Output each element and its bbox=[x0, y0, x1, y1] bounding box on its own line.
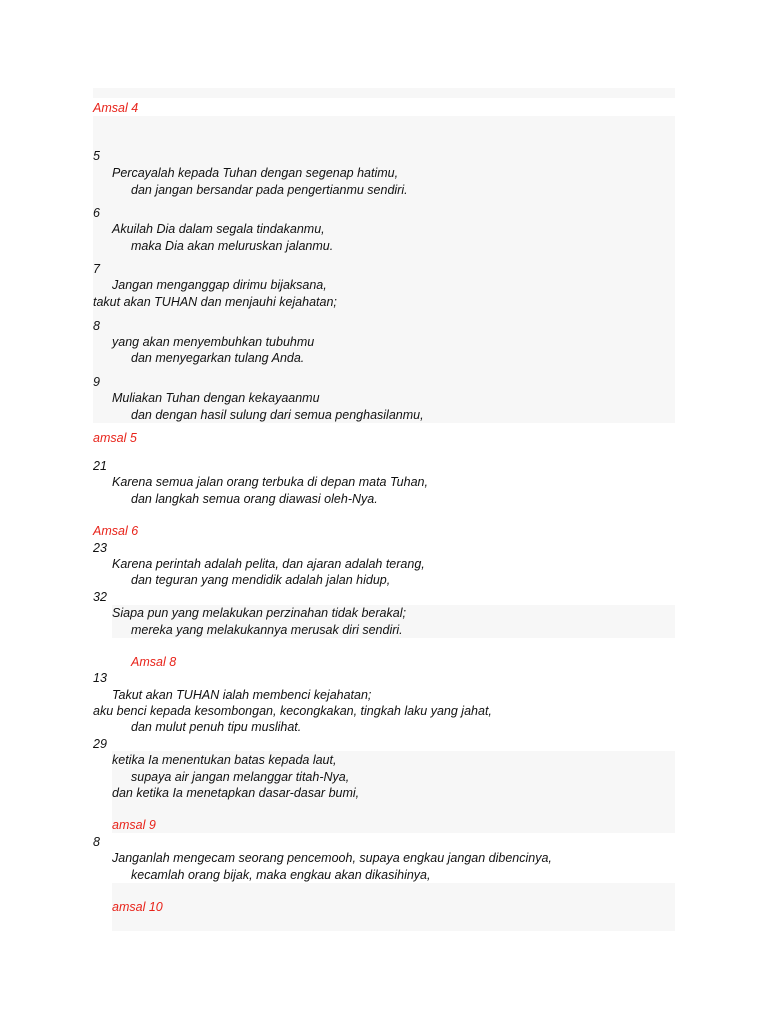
verse-line: Akuilah Dia dalam segala tindakanmu, bbox=[112, 222, 325, 236]
verse-line: dan ketika Ia menetapkan dasar-dasar bumi, bbox=[112, 786, 360, 800]
chapter-heading: Amsal 4 bbox=[93, 101, 139, 115]
shade-block bbox=[112, 883, 675, 931]
chapter-heading: amsal 10 bbox=[112, 900, 163, 914]
verse-line: Jangan menganggap dirimu bijaksana, bbox=[112, 278, 327, 292]
verse-line: supaya air jangan melanggar titah-Nya, bbox=[131, 770, 350, 784]
chapter-heading: amsal 9 bbox=[112, 818, 156, 832]
verse-number: 5 bbox=[93, 149, 100, 163]
verse-line: takut akan TUHAN dan menjauhi kejahatan; bbox=[93, 295, 337, 309]
verse-line: maka Dia akan meluruskan jalanmu. bbox=[131, 239, 334, 253]
verse-line: Muliakan Tuhan dengan kekayaanmu bbox=[112, 391, 320, 405]
verse-number: 7 bbox=[93, 262, 100, 276]
verse-line: Siapa pun yang melakukan perzinahan tidak berakal; bbox=[112, 606, 406, 620]
verse-number: 23 bbox=[93, 541, 107, 555]
verse-number: 21 bbox=[93, 459, 107, 473]
verse-line: dan langkah semua orang diawasi oleh-Nya. bbox=[131, 492, 378, 506]
verse-line: yang akan menyembuhkan tubuhmu bbox=[112, 335, 315, 349]
verse-number: 13 bbox=[93, 671, 107, 685]
verse-line: dan jangan bersandar pada pengertianmu sendiri. bbox=[131, 183, 408, 197]
chapter-heading: amsal 5 bbox=[93, 431, 137, 445]
verse-line: Janganlah mengecam seorang pencemooh, supaya engkau jangan dibencinya, bbox=[112, 851, 552, 865]
verse-line: dan mulut penuh tipu muslihat. bbox=[131, 720, 302, 734]
verse-line: Takut akan TUHAN ialah membenci kejahatan; bbox=[112, 688, 372, 702]
verse-number: 32 bbox=[93, 590, 107, 604]
verse-number: 8 bbox=[93, 319, 100, 333]
verse-number: 9 bbox=[93, 375, 100, 389]
verse-line: Karena perintah adalah pelita, dan ajaran adalah terang, bbox=[112, 557, 425, 571]
verse-line: mereka yang melakukannya merusak diri sendiri. bbox=[131, 623, 403, 637]
verse-line: dan teguran yang mendidik adalah jalan hidup, bbox=[131, 573, 391, 587]
verse-line: dan menyegarkan tulang Anda. bbox=[131, 351, 305, 365]
chapter-heading: Amsal 6 bbox=[93, 524, 139, 538]
verse-line: Karena semua jalan orang terbuka di depan mata Tuhan, bbox=[112, 475, 428, 489]
verse-number: 29 bbox=[93, 737, 107, 751]
verse-number: 8 bbox=[93, 835, 100, 849]
verse-line: kecamlah orang bijak, maka engkau akan dikasihinya, bbox=[131, 868, 431, 882]
chapter-heading: Amsal 8 bbox=[131, 655, 177, 669]
verse-line: aku benci kepada kesombongan, kecongkakan, tingkah laku yang jahat, bbox=[93, 704, 492, 718]
verse-line: Percayalah kepada Tuhan dengan segenap hatimu, bbox=[112, 166, 399, 180]
shade-block bbox=[93, 88, 675, 98]
verse-number: 6 bbox=[93, 206, 100, 220]
verse-line: ketika Ia menentukan batas kepada laut, bbox=[112, 753, 337, 767]
shade-block bbox=[93, 116, 675, 423]
verse-line: dan dengan hasil sulung dari semua penghasilanmu, bbox=[131, 408, 424, 422]
